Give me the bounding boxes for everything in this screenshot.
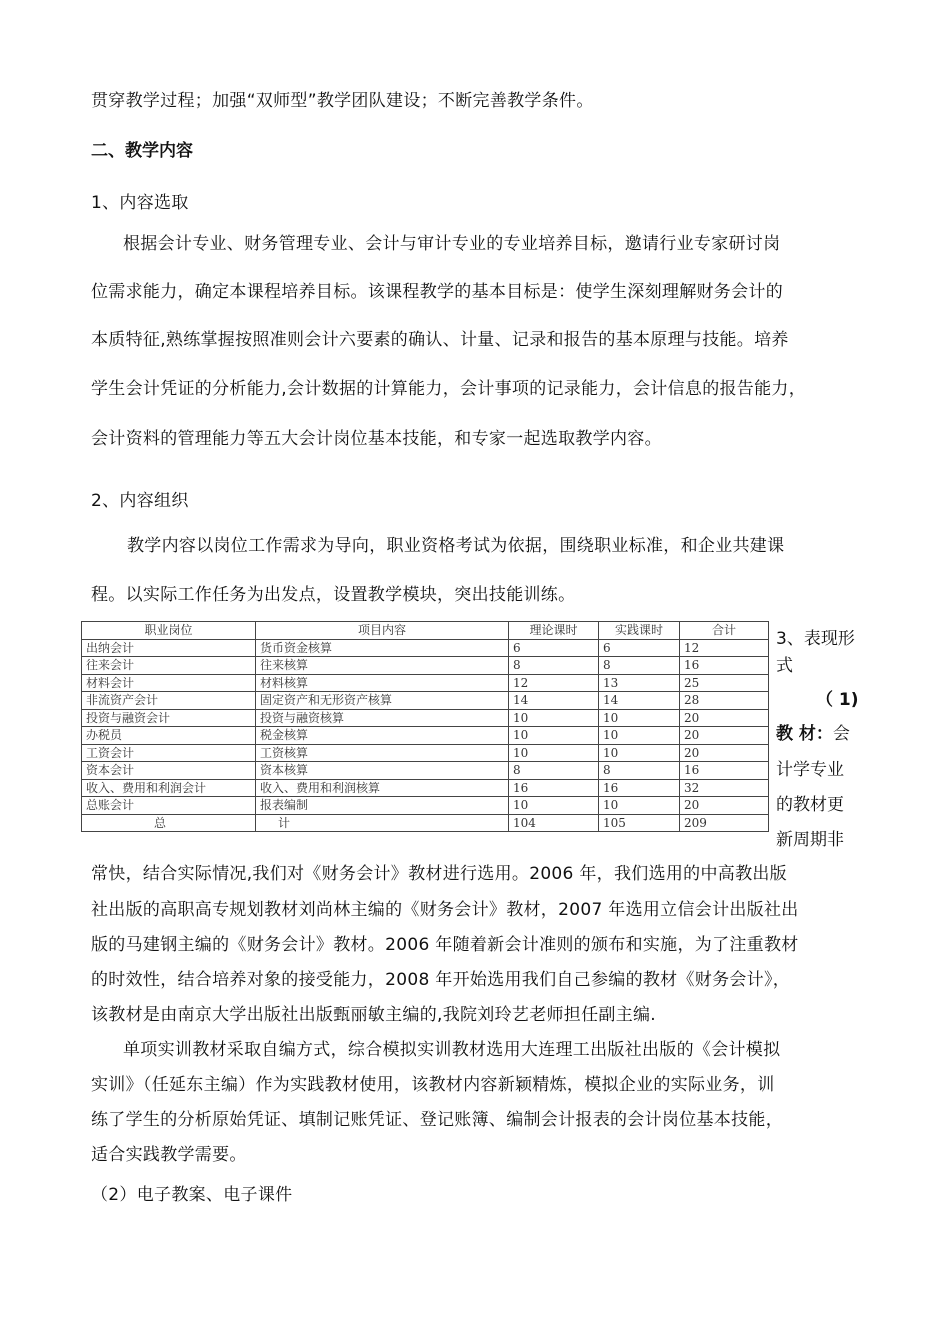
intro-line: 贯穿教学过程；加强“双师型”教学团队建设；不断完善教学条件。 (91, 91, 594, 111)
subsection-title-3: （2）电子教案、电子课件 (91, 1185, 293, 1205)
table-cell: 计 (256, 814, 509, 832)
table-cell: 8 (509, 762, 599, 780)
table-row (82, 709, 769, 727)
table-cell: 材料核算 (256, 674, 509, 692)
table-cell: 收入、费用和利润核算 (256, 779, 509, 797)
table-cell: 资本核算 (256, 762, 509, 780)
paragraph-line: 实训》（任延东主编）作为实践教材使用，该教材内容新颖精炼，模拟企业的实际业务，训 (91, 1075, 775, 1095)
course-hours-table (81, 621, 769, 832)
side-text-line: 计学专业 (776, 760, 844, 780)
table-cell: 投资与融资会计 (82, 709, 256, 727)
table-cell: 209 (680, 814, 769, 832)
side-text-line: 式 (776, 656, 793, 676)
table-cell: 10 (599, 797, 680, 815)
paragraph-line: 社出版的高职高专规划教材刘尚林主编的《财务会计》教材，2007 年选用立信会计出版社出 (91, 900, 799, 920)
table-cell: 20 (680, 797, 769, 815)
paragraph-line: 位需求能力，确定本课程培养目标。该课程教学的基本目标是：使学生深刻理解财务会计的 (91, 282, 783, 302)
table-cell: 投资与融资核算 (256, 709, 509, 727)
table-cell: 税金核算 (256, 727, 509, 745)
side-text-bold: 教 材： (776, 724, 833, 744)
side-text-normal: 会 (832, 724, 850, 744)
table-cell: 总 (82, 814, 256, 832)
table-header-cell: 职业岗位 (82, 622, 256, 640)
table-header-cell: 项目内容 (256, 622, 509, 640)
paragraph-line: 本质特征,熟练掌握按照准则会计六要素的确认、计量、记录和报告的基本原理与技能。培养 (91, 330, 789, 350)
table-cell: 资本会计 (82, 762, 256, 780)
table-cell: 14 (509, 692, 599, 710)
table-row (82, 797, 769, 815)
table-row (82, 779, 769, 797)
table-cell: 10 (509, 744, 599, 762)
paragraph-line: 适合实践教学需要。 (91, 1145, 247, 1165)
side-text-line: （ 1) (816, 690, 859, 710)
table-row (82, 674, 769, 692)
table-cell: 8 (599, 762, 680, 780)
table-cell: 20 (680, 727, 769, 745)
table-header-cell: 实践课时 (599, 622, 680, 640)
table-cell: 10 (599, 727, 680, 745)
paragraph-line: 常快，结合实际情况,我们对《财务会计》教材进行选用。2006 年，我们选用的中高教出版 (91, 864, 787, 884)
paragraph-line: 版的马建钢主编的《财务会计》教材。2006 年随着新会计准则的颁布和实施，为了注重教材 (91, 935, 799, 955)
table-cell: 20 (680, 709, 769, 727)
table-cell: 办税员 (82, 727, 256, 745)
table-cell: 收入、费用和利润会计 (82, 779, 256, 797)
table-cell: 10 (509, 727, 599, 745)
table-cell: 材料会计 (82, 674, 256, 692)
table-cell: 32 (680, 779, 769, 797)
table-cell: 14 (599, 692, 680, 710)
table-cell: 10 (599, 744, 680, 762)
table-cell: 8 (599, 657, 680, 675)
subsection-title-1: 1、内容选取 (91, 193, 189, 213)
table-row (82, 639, 769, 657)
paragraph-line: 会计资料的管理能力等五大会计岗位基本技能，和专家一起选取教学内容。 (91, 429, 662, 449)
table-cell: 10 (509, 797, 599, 815)
table-cell: 16 (680, 657, 769, 675)
table-cell: 报表编制 (256, 797, 509, 815)
table-cell: 20 (680, 744, 769, 762)
table-row (82, 762, 769, 780)
table-header-cell: 理论课时 (509, 622, 599, 640)
table-cell: 13 (599, 674, 680, 692)
table-cell: 固定资产和无形资产核算 (256, 692, 509, 710)
paragraph-line: 程。以实际工作任务为出发点，设置教学模块，突出技能训练。 (91, 585, 576, 605)
table-row (82, 744, 769, 762)
paragraph-line: 单项实训教材采取自编方式，综合模拟实训教材选用大连理工出版社出版的《会计模拟 (123, 1040, 781, 1060)
table-header-cell: 合计 (680, 622, 769, 640)
side-text-line: 的教材更 (776, 795, 844, 815)
table-cell: 10 (599, 709, 680, 727)
table-cell: 10 (509, 709, 599, 727)
table-cell: 25 (680, 674, 769, 692)
table-cell: 往来会计 (82, 657, 256, 675)
side-text-line (776, 719, 850, 744)
table-row (82, 692, 769, 710)
table-cell: 16 (509, 779, 599, 797)
paragraph-line: 该教材是由南京大学出版社出版甄丽敏主编的,我院刘玲艺老师担任副主编. (91, 1005, 657, 1025)
table-cell: 非流资产会计 (82, 692, 256, 710)
table-cell: 8 (509, 657, 599, 675)
side-text-line: 新周期非 (776, 830, 844, 850)
table-cell: 105 (599, 814, 680, 832)
section-title: 二、教学内容 (91, 141, 193, 161)
table-cell: 12 (680, 639, 769, 657)
table-cell: 出纳会计 (82, 639, 256, 657)
side-text-line: 3、表现形 (776, 629, 855, 649)
table-cell: 104 (509, 814, 599, 832)
table-cell: 货币资金核算 (256, 639, 509, 657)
table-cell: 工资核算 (256, 744, 509, 762)
table-cell: 往来核算 (256, 657, 509, 675)
table-header-row (82, 622, 769, 640)
table-cell: 12 (509, 674, 599, 692)
table-cell: 16 (599, 779, 680, 797)
paragraph-line: 学生会计凭证的分析能力,会计数据的计算能力，会计事项的记录能力，会计信息的报告能力， (91, 379, 807, 399)
paragraph-line: 教学内容以岗位工作需求为导向，职业资格考试为依据，围绕职业标准，和企业共建课 (127, 536, 785, 556)
table-row (82, 727, 769, 745)
table-cell: 6 (599, 639, 680, 657)
paragraph-line: 的时效性，结合培养对象的接受能力，2008 年开始选用我们自己参编的教材《财务会计》， (91, 970, 791, 990)
table-cell: 6 (509, 639, 599, 657)
table-total-row (82, 814, 769, 832)
subsection-title-2: 2、内容组织 (91, 491, 189, 511)
paragraph-line: 练了学生的分析原始凭证、填制记账凭证、登记账簿、编制会计报表的会计岗位基本技能， (91, 1110, 783, 1130)
table-cell: 28 (680, 692, 769, 710)
table-row (82, 657, 769, 675)
table-cell: 总账会计 (82, 797, 256, 815)
table-cell: 16 (680, 762, 769, 780)
paragraph-line: 根据会计专业、财务管理专业、会计与审计专业的专业培养目标，邀请行业专家研讨岗 (123, 234, 781, 254)
table-cell: 工资会计 (82, 744, 256, 762)
